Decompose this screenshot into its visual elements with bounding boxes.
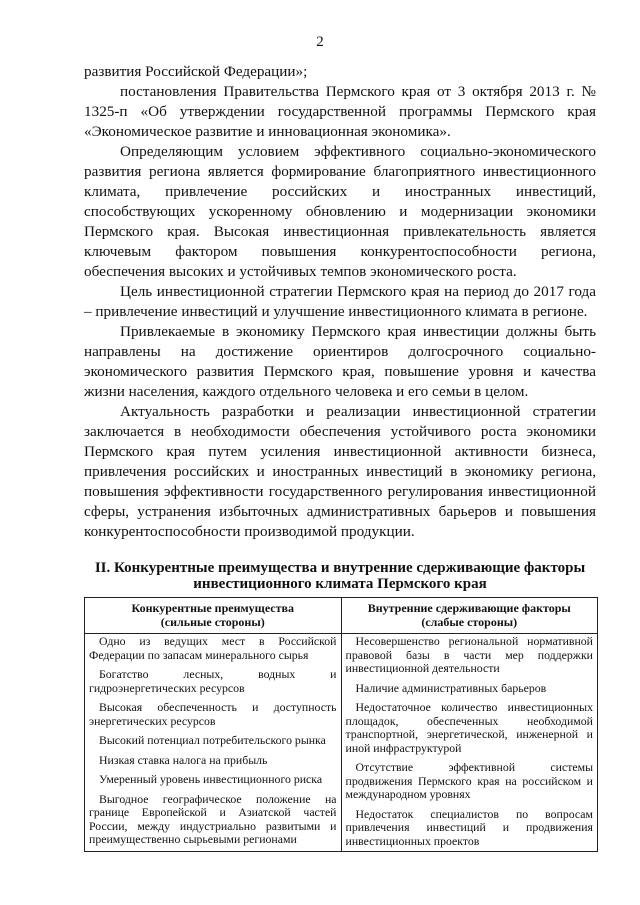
- list-item: Низкая ставка налога на прибыль: [99, 752, 268, 767]
- list-item: Богатство лесных, водных и гидроэнергетических ресурсов: [89, 667, 337, 695]
- list-item: Недостаточное количество инвестиционных площадок, обеспеченных необходимой транспортной, энергетической, инженерной и иной инфраструктурой: [345, 700, 593, 755]
- list-item: Наличие административных барьеров: [355, 680, 547, 695]
- list-item: Одно из ведущих мест в Российской Федерации по запасам минерального сырья: [89, 634, 337, 662]
- section-title-line: инвестиционного климата Пермского края: [193, 576, 487, 592]
- list-item: Высокий потенциал потребительского рынка: [99, 733, 326, 747]
- paragraph: развития Российской Федерации»;: [84, 63, 308, 80]
- strengths-column: [85, 634, 342, 852]
- weaknesses-column: [341, 634, 598, 852]
- list-item: Несовершенство региональной нормативной правовой базы в части мер поддержки инвестиционной деятельности: [345, 634, 593, 675]
- paragraph: Определяющим условием эффективного социально-экономического развития региона является формирование благоприятного инвестиционного климата, привлечение российских и иностранных инвестиций, способствующих ускоренному обновлению и модернизации экономики Пермского края. Высокая инвестиционная привлекательность является ключевым фактором повышения конкурентоспособности региона, обеспечения высоких и устойчивых темпов экономического роста.: [84, 143, 596, 280]
- document-body: [84, 62, 596, 542]
- list-item: Недостаток специалистов по вопросам привлечения инвестиций и продвижения инвестиционных проектов: [345, 806, 593, 848]
- paragraph: Цель инвестиционной стратегии Пермского края на период до 2017 года – привлечение инвестиций и улучшение инвестиционного климата в регионе.: [84, 283, 596, 320]
- swot-table: [84, 597, 598, 852]
- paragraph: Актуальность разработки и реализации инвестиционной стратегии заключается в необходимости обеспечения устойчивого роста экономики Пермского края путем усиления инвестиционной активности бизнеса, привлечения российских и иностранных инвестиций в экономику региона, повышения эффективности государственного регулирования инвестиционной сферы, устранения избыточных административных барьеров и повышения конкурентоспособности производимой продукции.: [84, 403, 596, 540]
- paragraph: постановления Правительства Пермского края от 3 октября 2013 г. № 1325-п «Об утверждении государственной программы Пермского края «Экономическое развитие и инновационная экономика».: [84, 83, 596, 140]
- table-header-weaknesses: Внутренние сдерживающие факторы (слабые стороны): [341, 598, 598, 634]
- table-header-strengths: Конкурентные преимущества (сильные стороны): [85, 598, 342, 634]
- list-item: Отсутствие эффективной системы продвижения Пермского края на российском и международном уровнях: [345, 760, 593, 801]
- paragraph: Привлекаемые в экономику Пермского края инвестиции должны быть направлены на достижение ориентиров долгосрочного социально-экономического развития Пермского края, повышение уровня и качества жизни населения, каждого отдельного человека и его семьи в целом.: [84, 323, 596, 400]
- list-item: Высокая обеспеченность и доступность энергетических ресурсов: [89, 700, 337, 728]
- section-title-line: II. Конкурентные преимущества и внутренние сдерживающие факторы: [94, 560, 586, 576]
- list-item: Умеренный уровень инвестиционного риска: [99, 772, 323, 786]
- page-number: 2: [316, 34, 324, 50]
- list-item: Выгодное географическое положение на границе Европейской и Азиатской частей России, между индустриально развитыми и преимущественно сырьевыми регионами: [89, 791, 337, 846]
- section-title: [84, 560, 596, 592]
